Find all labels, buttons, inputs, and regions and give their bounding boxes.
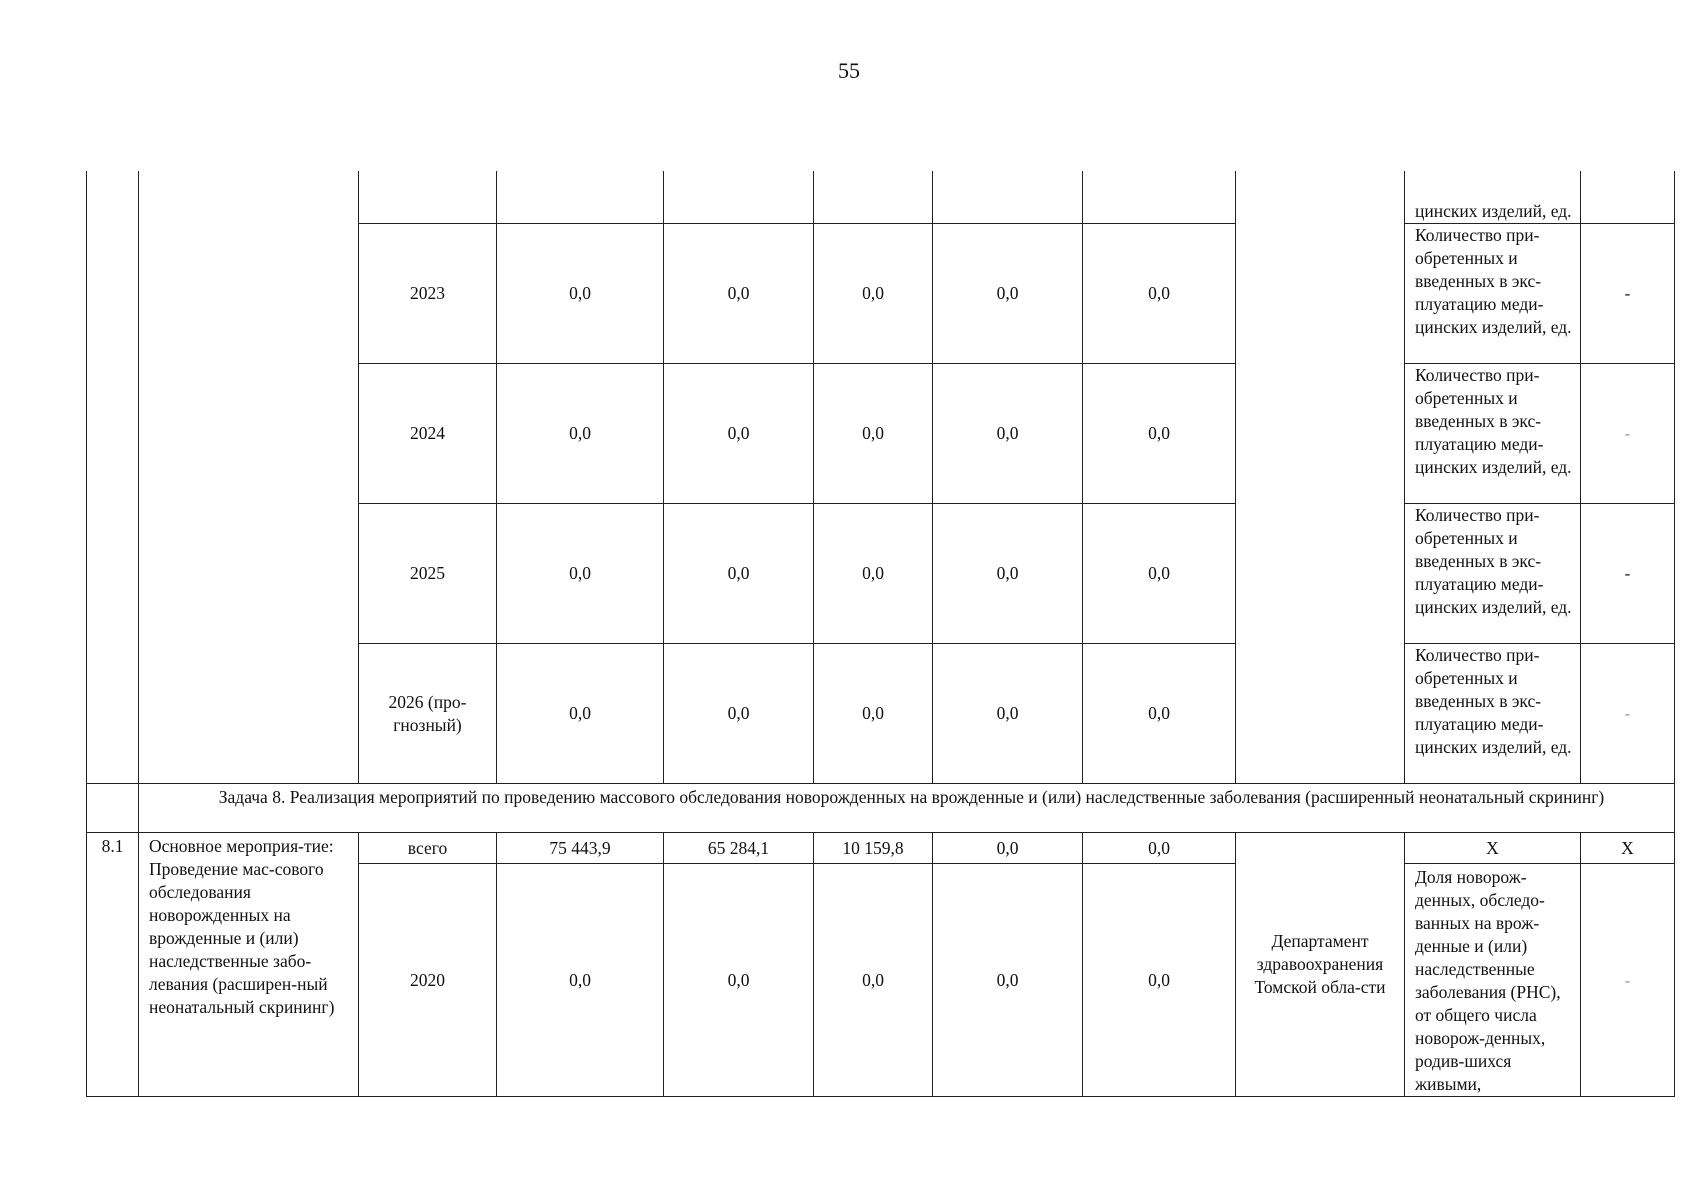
- num-cell-blank: [87, 784, 139, 833]
- indicator-cell: Доля новорож-денных, обследо-ванных на врож-денные и (или) наследственные заболевания (РНС), от общего числа новорож-денных, родив-шихся живыми,: [1405, 864, 1581, 1097]
- executor-cell-blank: [1236, 171, 1405, 784]
- year-cell: 2023: [359, 224, 497, 364]
- program-table: [86, 171, 1675, 1097]
- value-cell: 0,0: [933, 644, 1083, 784]
- indicator-cell: Количество при-обретенных и введенных в экс-плуатацию меди-цинских изделий, ед.: [1405, 364, 1581, 504]
- value-cell: 0,0: [497, 504, 664, 644]
- task-8-title: Задача 8. Реализация мероприятий по проведению массового обследования новорожденных на врожденные и (или) наследственные заболевания (расширенный неонатальный скрининг): [139, 784, 1675, 833]
- value-cell: 0,0: [1083, 224, 1236, 364]
- value-cell: 0,0: [814, 644, 933, 784]
- value-cell: 0,0: [814, 864, 933, 1097]
- indicator-cell: Количество при-обретенных и введенных в экс-плуатацию меди-цинских изделий, ед.: [1405, 224, 1581, 364]
- value-cell: 0,0: [814, 364, 933, 504]
- value-cell: 0,0: [1083, 833, 1236, 864]
- value-cell: 0,0: [933, 833, 1083, 864]
- executor-cell: Департамент здравоохранения Томской обла-сти: [1236, 833, 1405, 1097]
- value-cell: 0,0: [664, 864, 814, 1097]
- indicator-value-cell: -: [1581, 224, 1675, 364]
- indicator-cell: цинских изделий, ед.: [1405, 171, 1581, 224]
- value-cell: [497, 171, 664, 224]
- value-cell: 0,0: [1083, 644, 1236, 784]
- value-cell: 65 284,1: [664, 833, 814, 864]
- activity-name: Основное мероприя-тие: Проведение мас-сового обследования новорожденных на врожденные и (или) наследственные забо-левания (расширен-ный неонатальный скрининг): [139, 833, 359, 1097]
- value-cell: 0,0: [664, 504, 814, 644]
- num-cell-blank: [87, 171, 139, 784]
- value-cell: 75 443,9: [497, 833, 664, 864]
- indicator-value-cell: [1581, 171, 1675, 224]
- page-number: 55: [838, 58, 860, 83]
- name-cell-blank: [139, 171, 359, 784]
- value-cell: 10 159,8: [814, 833, 933, 864]
- activity-number: 8.1: [87, 833, 139, 1097]
- task-row: [87, 784, 1675, 833]
- value-cell: 0,0: [664, 224, 814, 364]
- indicator-cell: Количество при-обретенных и введенных в экс-плуатацию меди-цинских изделий, ед.: [1405, 504, 1581, 644]
- value-cell: 0,0: [1083, 504, 1236, 644]
- indicator-value-cell: -: [1581, 644, 1675, 784]
- year-cell: 2024: [359, 364, 497, 504]
- value-cell: 0,0: [1083, 364, 1236, 504]
- year-cell: 2026 (про-гнозный): [359, 644, 497, 784]
- year-cell: 2025: [359, 504, 497, 644]
- value-cell: 0,0: [814, 224, 933, 364]
- indicator-value-cell: -: [1581, 864, 1675, 1097]
- indicator-value-cell: -: [1581, 364, 1675, 504]
- value-cell: 0,0: [933, 224, 1083, 364]
- year-cell: всего: [359, 833, 497, 864]
- indicator-value-cell: Х: [1581, 833, 1675, 864]
- value-cell: [1083, 171, 1236, 224]
- value-cell: [814, 171, 933, 224]
- value-cell: 0,0: [1083, 864, 1236, 1097]
- indicator-value-cell: -: [1581, 504, 1675, 644]
- table-row: [87, 171, 1675, 224]
- value-cell: 0,0: [814, 504, 933, 644]
- value-cell: 0,0: [664, 644, 814, 784]
- value-cell: 0,0: [497, 644, 664, 784]
- value-cell: 0,0: [933, 364, 1083, 504]
- indicator-cell: Х: [1405, 833, 1581, 864]
- value-cell: 0,0: [933, 864, 1083, 1097]
- value-cell: 0,0: [933, 504, 1083, 644]
- value-cell: [664, 171, 814, 224]
- indicator-cell: Количество при-обретенных и введенных в экс-плуатацию меди-цинских изделий, ед.: [1405, 644, 1581, 784]
- value-cell: 0,0: [497, 364, 664, 504]
- value-cell: 0,0: [664, 364, 814, 504]
- year-cell: [359, 171, 497, 224]
- value-cell: 0,0: [497, 864, 664, 1097]
- value-cell: 0,0: [497, 224, 664, 364]
- value-cell: [933, 171, 1083, 224]
- table-row: [87, 833, 1675, 864]
- year-cell: 2020: [359, 864, 497, 1097]
